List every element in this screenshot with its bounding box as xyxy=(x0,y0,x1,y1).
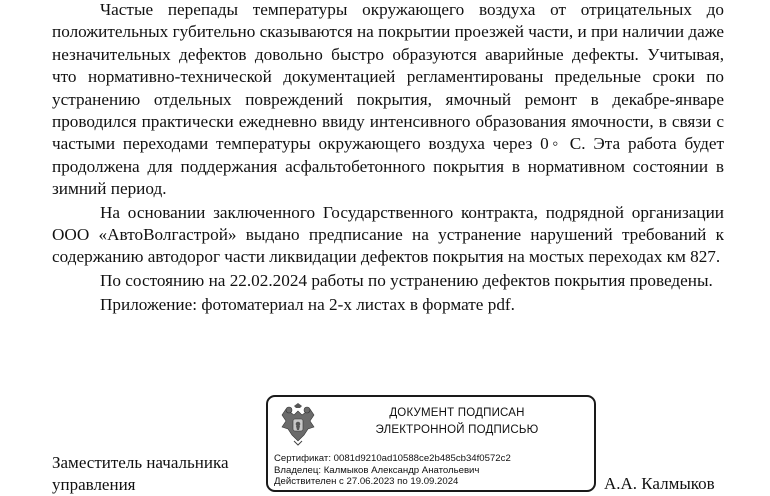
paragraph-contract: На основании заключенного Государственного контракта, подрядной организации ООО «АвтоВолгастрой» выдано предписание на устранение нарушений требований к содержанию автодорог части ликвидации дефектов покрытия на мостых переходах км 827. xyxy=(52,202,724,267)
stamp-details xyxy=(274,453,511,488)
paragraph-temperature: Частые перепады температуры окружающего воздуха от отрицательных до положительных губительно сказываются на покрытии проезжей части, и при наличии даже незначительных дефектов довольно быстро образуются аварийные дефекты. Учитывая, что нормативно-технической документацией регламентированы предельные сроки по устранению отдельных повреждений покрытия, ямочный ремонт в декабре-январе проводился практически ежедневно ввиду интенсивного образования ямочности, в связи с частыми переходами температуры окружающего воздуха через 0◦ С. Эта работа будет продолжена для поддержания асфальтобетонного покрытия в нормативном состоянии в зимний период. xyxy=(52,0,724,199)
paragraph-status: По состоянию на 22.02.2024 работы по устранению дефектов покрытия проведены. xyxy=(100,270,713,290)
paragraph-attachment: Приложение: фотоматериал на 2-х листах в формате pdf. xyxy=(100,295,515,315)
stamp-validity: Действителен с 27.06.2023 по 19.09.2024 xyxy=(274,476,459,488)
stamp-title: ДОКУМЕНТ ПОДПИСАН ЭЛЕКТРОННОЙ ПОДПИСЬЮ xyxy=(375,407,539,436)
electronic-signature-stamp xyxy=(266,395,596,492)
coat-of-arms-icon xyxy=(274,401,322,449)
signer-position: Заместитель начальника управления xyxy=(52,453,229,494)
stamp-certificate: Сертификат: 0081d9210ad10588ce2b485cb34f0572c2 xyxy=(274,453,511,464)
signer-name: А.А. Калмыков xyxy=(604,474,715,493)
document-body xyxy=(52,0,724,317)
stamp-owner: Владелец: Калмыков Александр Анатольевич xyxy=(274,464,480,476)
